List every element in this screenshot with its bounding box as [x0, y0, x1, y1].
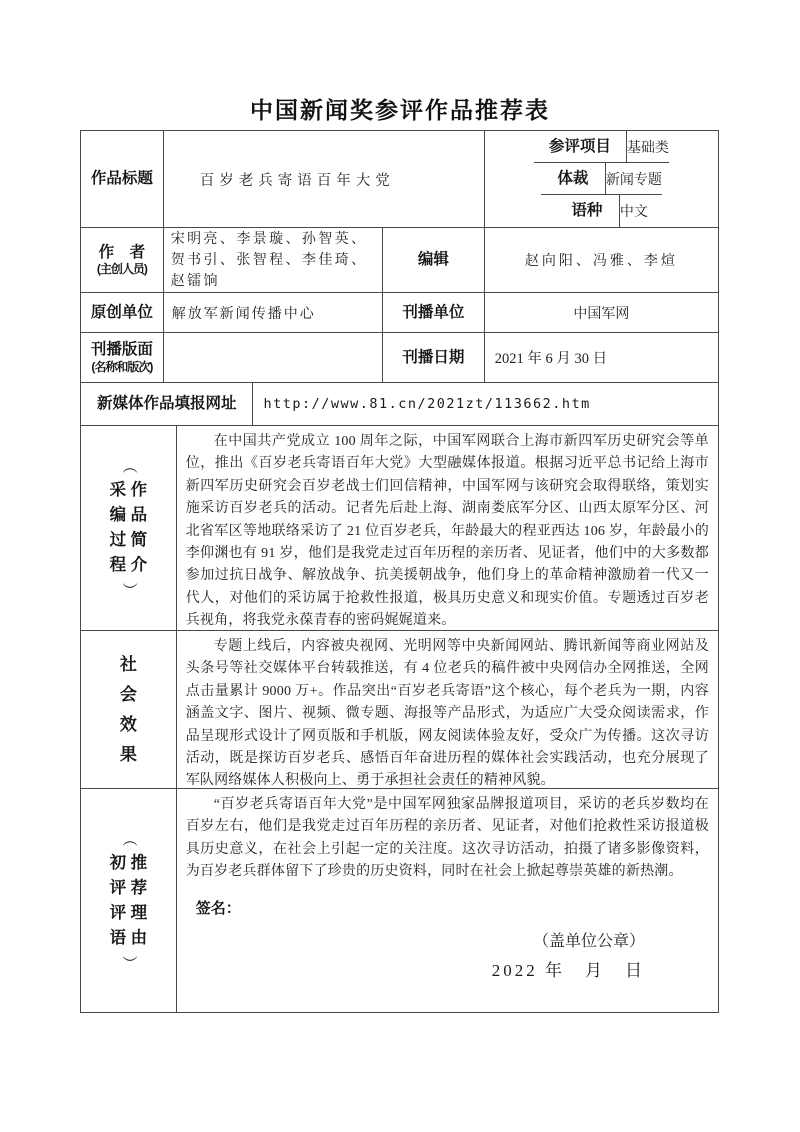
recommendation-label-col-left: 初评评语: [109, 853, 127, 947]
seal-note: （盖单位公章）: [532, 932, 645, 950]
publish-unit-value: 中国军网: [573, 306, 630, 322]
editors-value: 赵向阳、冯雅、李煊: [524, 254, 678, 269]
row-language: [555, 195, 648, 227]
publish-page-label: [81, 333, 164, 382]
row-units: [81, 293, 718, 333]
section-intro: [81, 426, 718, 631]
social-effect-label: [81, 631, 177, 788]
entry-category-label: 参评项目: [534, 131, 627, 162]
row-work-title: [81, 131, 718, 228]
genre-value: 新闻专题: [605, 172, 662, 188]
row-entry-category: [534, 131, 669, 163]
social-effect-body: [177, 631, 718, 788]
publish-page-value: [164, 333, 383, 382]
page-title: 中国新闻奖参评作品推荐表: [250, 98, 550, 123]
authors-label-main: 作 者: [98, 243, 146, 261]
publish-date-label: 刊播日期: [383, 333, 485, 382]
editors-label: 编辑: [383, 228, 485, 292]
row-genre: [541, 163, 662, 195]
work-title-label: 作品标题: [81, 131, 164, 227]
recommendation-section-label: [81, 789, 177, 1012]
category-block: [485, 131, 718, 227]
intro-label-col-right: 作品简介: [130, 481, 148, 574]
intro-section-body: [177, 426, 718, 630]
publish-unit-label: 刊播单位: [383, 293, 485, 332]
recommendation-form-table: [80, 130, 719, 1013]
row-media-url: [81, 383, 718, 426]
intro-paren-close: ）: [120, 582, 137, 598]
genre-label: 体裁: [541, 163, 606, 194]
section-recommendation: [81, 789, 718, 1012]
date-line: 2022 年 月 日: [491, 960, 645, 980]
section-social-effect: [81, 631, 718, 789]
intro-label-col-left: 采编过程: [109, 481, 127, 574]
publish-page-label-main: 刊播版面: [90, 341, 153, 359]
authors-label: [81, 228, 164, 292]
recommendation-label-col-right: 推荐理由: [130, 853, 148, 947]
language-label: 语种: [555, 195, 620, 227]
original-unit-value: 解放军新闻传播中心: [164, 293, 383, 332]
intro-paren-open: （: [120, 458, 137, 474]
media-url-value: http://www.81.cn/2021zt/113662.htm: [263, 396, 591, 412]
intro-label-columns: [108, 478, 148, 578]
recommendation-body: [177, 789, 718, 1012]
social-effect-label-text: 社会效果: [119, 654, 137, 764]
publish-date-value: 2021 年 6 月 30 日: [494, 351, 608, 367]
authors-value: 宋明亮、李景璇、孙智英、贺书引、张智程、李佳琦、赵镭饷: [164, 228, 383, 292]
entry-category-value: 基础类: [626, 140, 669, 156]
social-effect-paragraph: 专题上线后，内容被央视网、光明网等中央新闻网站、腾讯新闻等商业网站及头条号等社交媒体平台转载推送，有 4 位老兵的稿件被中央网信办全网推送，全网点击量累计 9000 万+。作品突出“百岁老兵寄语”这个核心，每个老兵为一期，内容涵盖文字、图片、视频、微专题、海报等产品形式，为适应广大受众阅读需求，作品呈现形式设计了网页版和手机版，网友阅读体验友好，受众广为传播。这次寻访活动，既是探访百岁老兵、感悟百年奋进历程的媒体社会实践活动，也充分展现了军队网络媒体人积极向上、勇于承担社会责任的精神风貌。: [185, 639, 709, 789]
authors-label-sub: (主创人员): [96, 262, 147, 277]
original-unit-label: 原创单位: [81, 293, 164, 332]
publish-page-label-sub: (名称和版次): [91, 359, 153, 374]
intro-paragraph: 在中国共产党成立 100 周年之际，中国军网联合上海市新四军历史研究会等单位，推出《百岁老兵寄语百年大党》大型融媒体报道。根据习近平总书记给上海市新四军历史研究会百岁老战士们回信精神，中国军网与该研究会取得联络，策划实施采访百岁老兵的活动。记者先后赴上海、湖南娄底军分区、山西太原军分区、河北省军区等地联络采访了 21 位百岁老兵，年龄最大的程亚西达 106 岁，年龄最小的李仰渊也有 91 岁，他们是我党走过百年历程的亲历者、见证者，他们中的大多数都参加过抗日战争、解放战争、抗美援朝战争，他们身上的革命精神激励着一代又一代人，对他们的采访属于抢救性报道，极具历史意义和现实价值。专题透过百岁老兵视角，将我党永葆青春的密码娓娓道来。: [185, 434, 709, 629]
intro-section-label: [81, 426, 177, 630]
recommendation-paren-open: （: [120, 830, 137, 847]
work-title-value: 百岁老兵寄语百年大党: [164, 131, 485, 227]
seal-block: [186, 927, 709, 985]
recommendation-paren-close: ）: [120, 954, 137, 971]
signature-label: 签名：: [195, 899, 241, 917]
recommendation-paragraph: “百岁老兵寄语百年大党”是中国军网独家品牌报道项目，采访的老兵岁数均在百岁左右，他们是我党走过百年历程的亲历者、见证者，对他们抢救性采访报道极具历史意义，在社会上引起一定的关注度。这次寻访活动，拍摄了诸多影像资料，为百岁老兵群体留下了珍贵的历史资料，同时在社会上掀起尊崇英雄的新热潮。: [185, 797, 709, 880]
language-value: 中文: [619, 205, 648, 220]
row-publish-info: [81, 333, 718, 383]
media-url-label: 新媒体作品填报网址: [81, 383, 253, 425]
recommendation-label-columns: [108, 851, 148, 951]
row-authors: [81, 228, 718, 293]
